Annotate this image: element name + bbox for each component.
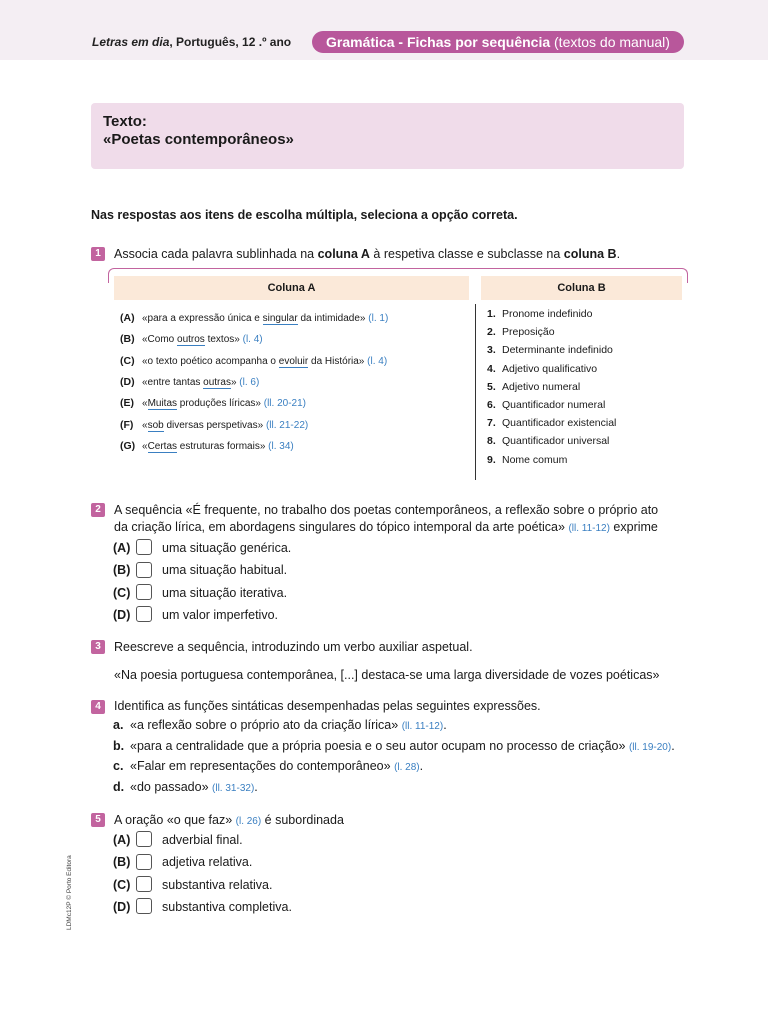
underlined-word: outros bbox=[177, 334, 205, 346]
underlined-word: Muitas bbox=[147, 398, 178, 410]
item-number: 3. bbox=[487, 344, 496, 357]
question-5-option bbox=[113, 853, 252, 871]
column-b-item bbox=[487, 399, 605, 411]
item-label: Preposição bbox=[502, 326, 555, 339]
item-text: «Como bbox=[142, 334, 178, 346]
book-title: Letras em dia, Português, 12 .º ano bbox=[92, 35, 292, 49]
section-pill: Gramática - Fichas por sequência (textos do manual) bbox=[312, 31, 684, 53]
question-2-option bbox=[113, 561, 287, 579]
line-reference: (l. 4) bbox=[242, 334, 263, 346]
line-reference: (l. 4) bbox=[367, 355, 388, 367]
question-4-item bbox=[113, 739, 675, 753]
line-reference: (ll. 11-12) bbox=[401, 721, 444, 732]
option-letter: (A) bbox=[113, 541, 131, 555]
question-4-text: Identifica as funções sintáticas desempenhadas pelas seguintes expressões. bbox=[114, 699, 541, 713]
question-5-text: A oração «o que faz» (l. 26) é subordinada bbox=[114, 813, 344, 827]
item-letter: (C) bbox=[120, 354, 135, 367]
item-label: Pronome indefinido bbox=[502, 308, 593, 320]
item-end: . bbox=[443, 718, 447, 732]
question-2-option bbox=[113, 606, 278, 624]
column-b-item bbox=[487, 417, 616, 429]
item-label: Nome comum bbox=[502, 453, 568, 466]
underlined-word: evoluir bbox=[278, 355, 309, 367]
item-label: Quantificador existencial bbox=[502, 417, 617, 430]
question-4-item bbox=[113, 718, 447, 732]
item-letter: (A) bbox=[120, 312, 135, 324]
underlined-word: Certas bbox=[147, 440, 178, 452]
item-text: «do passado» bbox=[130, 779, 209, 794]
line-reference: (ll. 21-22) bbox=[265, 419, 309, 431]
item-label: Adjetivo qualificativo bbox=[502, 362, 598, 375]
option-letter: (A) bbox=[113, 833, 131, 847]
instruction: Nas respostas aos itens de escolha múltipla, seleciona a opção correta. bbox=[91, 208, 518, 222]
question-5-number: 5 bbox=[91, 813, 105, 827]
question-3-number: 3 bbox=[91, 640, 105, 654]
option-text: substantiva relativa. bbox=[162, 877, 273, 892]
line-reference: (l. 1) bbox=[368, 313, 389, 324]
item-text: «para a centralidade que a própria poesia e o seu autor ocupam no processo de criação» bbox=[130, 738, 626, 753]
column-a-item bbox=[120, 376, 259, 388]
column-a-item bbox=[120, 333, 263, 345]
item-text: da intimidade» bbox=[297, 313, 366, 324]
option-letter: (D) bbox=[113, 607, 131, 622]
option-text: uma situação habitual. bbox=[162, 563, 288, 578]
question-2-number: 2 bbox=[91, 503, 105, 517]
item-letter: (E) bbox=[120, 397, 134, 410]
line-reference: (ll. 20-21) bbox=[263, 398, 306, 410]
option-checkbox[interactable] bbox=[136, 539, 152, 555]
item-label: Determinante indefinido bbox=[502, 344, 613, 357]
column-b-item bbox=[487, 435, 609, 447]
option-text: adverbial final. bbox=[162, 833, 243, 847]
item-text: « bbox=[142, 440, 148, 452]
item-number: 5. bbox=[487, 380, 496, 393]
item-text: da História» bbox=[308, 355, 365, 367]
option-letter: (B) bbox=[113, 855, 131, 870]
option-letter: (D) bbox=[113, 899, 131, 914]
item-letter: (G) bbox=[120, 439, 136, 452]
item-letter: d. bbox=[113, 779, 125, 794]
column-divider bbox=[475, 304, 476, 480]
item-text: » bbox=[230, 376, 237, 388]
item-letter: (F) bbox=[120, 418, 134, 431]
item-number: 9. bbox=[487, 453, 496, 466]
line-reference: (l. 34) bbox=[268, 440, 294, 452]
option-text: uma situação genérica. bbox=[162, 541, 292, 555]
item-letter: c. bbox=[113, 759, 124, 773]
item-letter: (D) bbox=[120, 375, 135, 388]
item-text: «Falar em representações do contemporâneo» bbox=[130, 759, 391, 773]
option-checkbox[interactable] bbox=[136, 876, 152, 892]
text-title: «Poetas contemporâneos» bbox=[103, 131, 294, 148]
column-b-header: Coluna B bbox=[481, 276, 682, 300]
question-3-text: Reescreve a sequência, introduzindo um verbo auxiliar aspetual. bbox=[114, 640, 473, 654]
question-5-option bbox=[113, 876, 272, 894]
column-a-item bbox=[120, 397, 306, 409]
item-number: 7. bbox=[487, 417, 496, 430]
column-b-item bbox=[487, 381, 580, 393]
column-a-header: Coluna A bbox=[114, 276, 469, 300]
line-reference: (l. 28) bbox=[394, 762, 420, 773]
side-credit: LDMc12P © Porto Editora bbox=[66, 855, 73, 930]
column-a-item bbox=[120, 312, 388, 324]
option-checkbox[interactable] bbox=[136, 854, 152, 870]
underlined-word: sob bbox=[147, 419, 164, 431]
question-5-option bbox=[113, 898, 292, 916]
item-number: 4. bbox=[487, 362, 496, 375]
item-label: Adjetivo numeral bbox=[502, 380, 581, 393]
column-b-item bbox=[487, 326, 555, 338]
underlined-word: outras bbox=[203, 376, 231, 388]
item-text: produções líricas» bbox=[177, 398, 261, 410]
option-checkbox[interactable] bbox=[136, 562, 152, 578]
item-text: diversas perspetivas» bbox=[163, 419, 264, 431]
question-1-text: Associa cada palavra sublinhada na coluna A à respetiva classe e subclasse na coluna B. bbox=[114, 247, 621, 261]
column-b-item bbox=[487, 344, 613, 356]
option-checkbox[interactable] bbox=[136, 584, 152, 600]
text-label: Texto: bbox=[103, 113, 147, 130]
item-text: estruturas formais» bbox=[177, 440, 266, 452]
line-reference: (ll. 31-32) bbox=[212, 782, 255, 794]
item-letter: a. bbox=[113, 718, 124, 732]
item-text: «o texto poético acompanha o bbox=[142, 355, 279, 367]
item-letter: b. bbox=[113, 738, 125, 753]
item-label: Quantificador universal bbox=[502, 435, 610, 448]
item-number: 8. bbox=[487, 435, 496, 448]
item-text: « bbox=[142, 398, 148, 410]
column-a-item bbox=[120, 419, 308, 431]
option-checkbox[interactable] bbox=[136, 898, 152, 914]
item-end: . bbox=[254, 779, 258, 794]
question-2-line1: A sequência «É frequente, no trabalho dos poetas contemporâneos, a reflexão sobre o próprio ato bbox=[114, 503, 659, 517]
option-letter: (C) bbox=[113, 877, 131, 892]
item-text: « bbox=[142, 419, 148, 431]
item-text: «entre tantas bbox=[142, 376, 204, 388]
item-end: . bbox=[419, 759, 424, 773]
line-reference: (ll. 19-20) bbox=[628, 741, 672, 753]
question-4-number: 4 bbox=[91, 700, 105, 714]
item-text: «a reflexão sobre o próprio ato da criação lírica» bbox=[130, 718, 399, 732]
option-letter: (B) bbox=[113, 563, 131, 578]
item-label: Quantificador numeral bbox=[502, 399, 606, 411]
option-text: adjetiva relativa. bbox=[162, 855, 253, 870]
question-2-option bbox=[113, 584, 287, 602]
option-text: um valor imperfetivo. bbox=[162, 607, 279, 622]
question-5-option bbox=[113, 831, 243, 849]
underlined-word: singular bbox=[262, 313, 298, 324]
question-2-option bbox=[113, 539, 291, 557]
line-reference: (l. 6) bbox=[239, 376, 260, 388]
item-number: 6. bbox=[487, 399, 496, 411]
item-text: textos» bbox=[204, 334, 240, 346]
option-text: substantiva completiva. bbox=[162, 899, 292, 914]
option-letter: (C) bbox=[113, 585, 131, 600]
item-letter: (B) bbox=[120, 333, 135, 346]
item-text: «para a expressão única e bbox=[142, 313, 263, 324]
option-checkbox[interactable] bbox=[136, 606, 152, 622]
question-4-item bbox=[113, 780, 258, 794]
column-b-item bbox=[487, 363, 597, 375]
item-number: 1. bbox=[487, 308, 496, 320]
column-a-item bbox=[120, 355, 387, 367]
column-a-item bbox=[120, 440, 294, 452]
column-b-item bbox=[487, 454, 567, 466]
option-text: uma situação iterativa. bbox=[162, 585, 288, 600]
question-4-item bbox=[113, 759, 423, 773]
item-number: 2. bbox=[487, 326, 496, 339]
text-title-box bbox=[91, 103, 684, 169]
question-2-line2: da criação lírica, em abordagens singulares do tópico intemporal da arte poética» (ll. 11-12) exprime bbox=[114, 520, 658, 534]
column-b-item bbox=[487, 308, 592, 320]
question-1-number: 1 bbox=[91, 247, 105, 261]
question-3-quote: «Na poesia portuguesa contemporânea, [...] destaca-se uma larga diversidade de vozes poéticas» bbox=[114, 668, 660, 682]
item-end: . bbox=[671, 738, 675, 753]
option-checkbox[interactable] bbox=[136, 831, 152, 847]
